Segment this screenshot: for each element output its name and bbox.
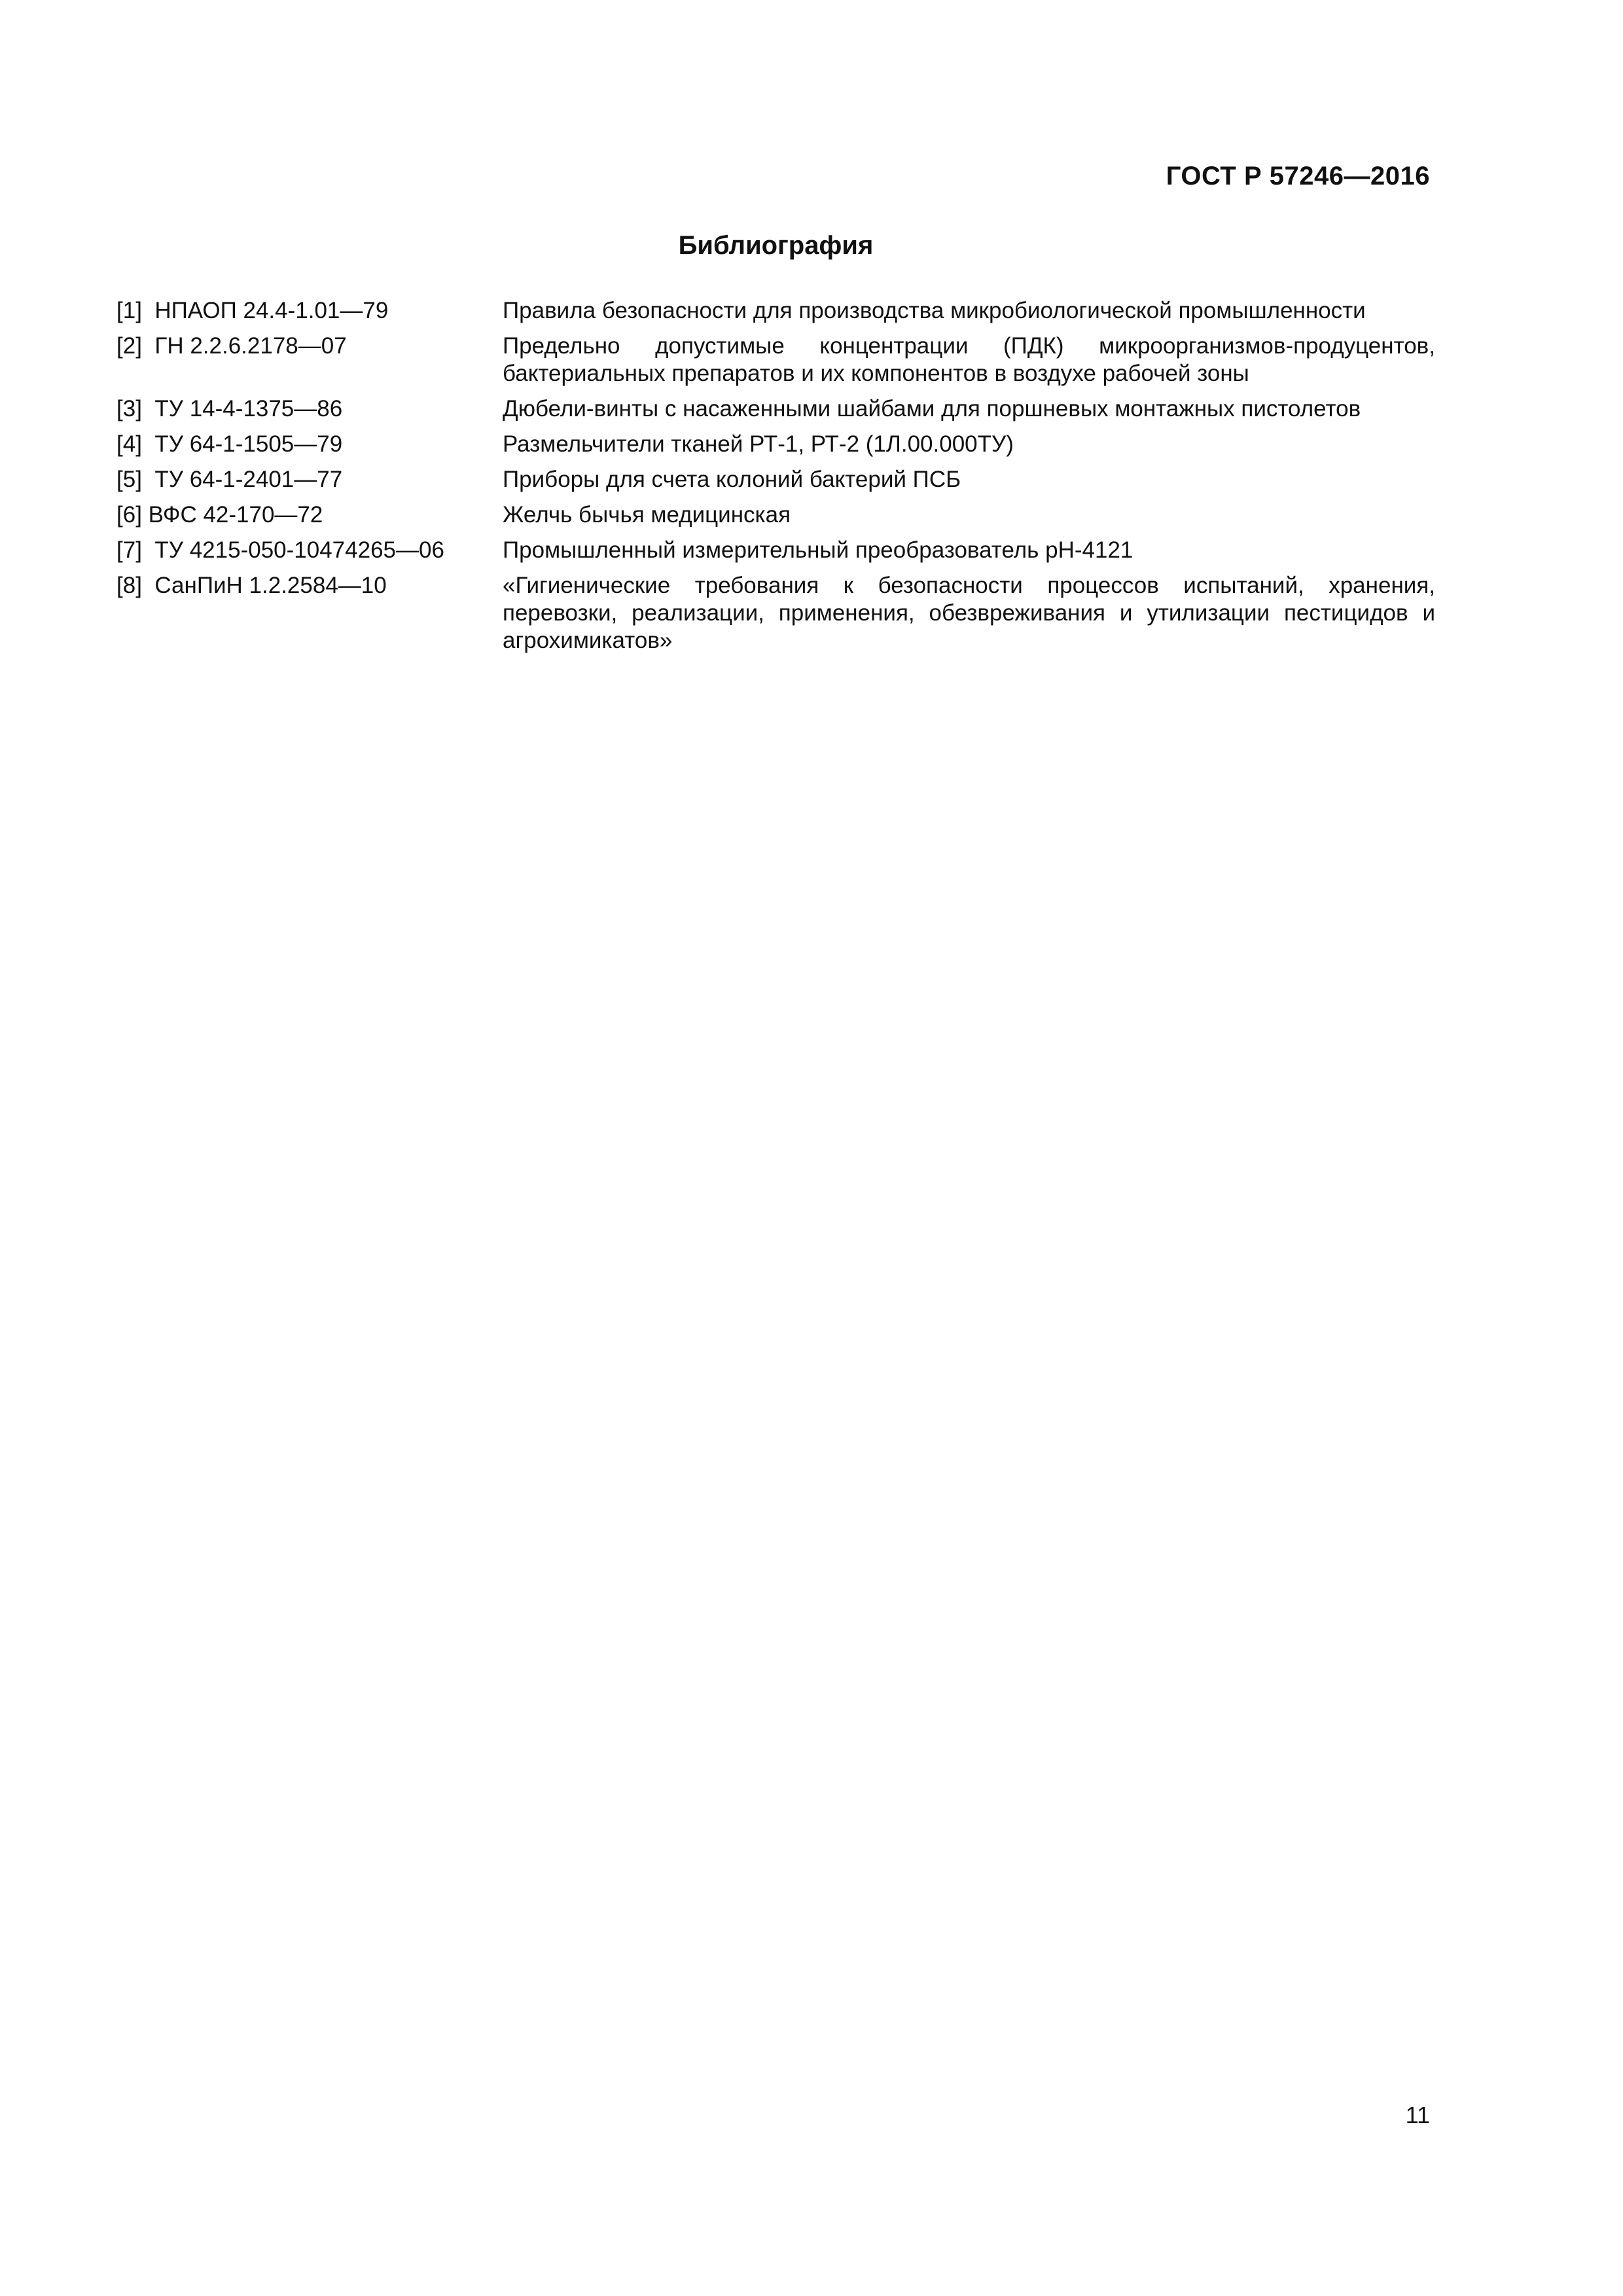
bibliography-item — [116, 395, 1435, 423]
bibliography-number: [4] — [116, 431, 142, 457]
bibliography-title: Предельно допустимые концентрации (ПДК) микроорганизмов-продуцентов, бактериальных препаратов и их компонентов в воздухе рабочей зоны — [503, 333, 1435, 386]
bibliography-number: [2] — [116, 333, 142, 359]
bibliography-number: [1] — [116, 298, 142, 323]
bibliography-code: ГН 2.2.6.2178—07 — [141, 333, 347, 359]
bibliography-reference — [116, 572, 503, 655]
bibliography-reference — [116, 297, 503, 325]
bibliography-code: ВФС 42-170—72 — [141, 502, 323, 528]
bibliography-code: СанПиН 1.2.2584—10 — [141, 573, 387, 598]
bibliography-title: Размельчители тканей РТ-1, РТ-2 (1Л.00.000ТУ) — [503, 431, 1014, 457]
bibliography-item — [116, 537, 1435, 564]
bibliography-code: ТУ 14-4-1375—86 — [141, 396, 343, 422]
section-title: Библиография — [678, 231, 874, 260]
bibliography-item — [116, 572, 1435, 655]
bibliography-title: «Гигиенические требования к безопасности процессов испытаний, хранения, перевозки, реализации, применения, обезвреживания и утилизации пестицидов и агрохимикатов» — [503, 573, 1435, 653]
bibliography-reference — [116, 466, 503, 493]
bibliography-item — [116, 431, 1435, 458]
bibliography-number: [8] — [116, 573, 142, 598]
bibliography-reference — [116, 332, 503, 387]
bibliography-title: Правила безопасности для производства микробиологической промышленности — [503, 298, 1366, 323]
bibliography-list — [116, 297, 1435, 662]
bibliography-code: ТУ 64-1-2401—77 — [141, 467, 343, 492]
bibliography-title: Промышленный измерительный преобразователь pH-4121 — [503, 537, 1133, 563]
document-code: ГОСТ Р 57246—2016 — [1166, 162, 1430, 190]
bibliography-title: Дюбели-винты с насаженными шайбами для поршневых монтажных пистолетов — [503, 396, 1361, 422]
bibliography-item — [116, 297, 1435, 325]
bibliography-code: НПАОП 24.4-1.01—79 — [141, 298, 389, 323]
bibliography-item — [116, 466, 1435, 493]
bibliography-title: Приборы для счета колоний бактерий ПСБ — [503, 467, 961, 492]
bibliography-number: [3] — [116, 396, 142, 422]
bibliography-reference — [116, 501, 503, 529]
page-number: 11 — [1405, 2102, 1430, 2128]
bibliography-reference — [116, 395, 503, 423]
bibliography-item — [116, 501, 1435, 529]
bibliography-code: ТУ 4215-050-10474265—06 — [141, 537, 444, 563]
bibliography-number: [7] — [116, 537, 142, 563]
bibliography-code: ТУ 64-1-1505—79 — [141, 431, 343, 457]
bibliography-item — [116, 332, 1435, 387]
bibliography-number: [6] — [116, 502, 142, 528]
bibliography-reference — [116, 431, 503, 458]
bibliography-title: Желчь бычья медицинская — [503, 502, 791, 528]
bibliography-reference — [116, 537, 503, 564]
bibliography-number: [5] — [116, 467, 142, 492]
